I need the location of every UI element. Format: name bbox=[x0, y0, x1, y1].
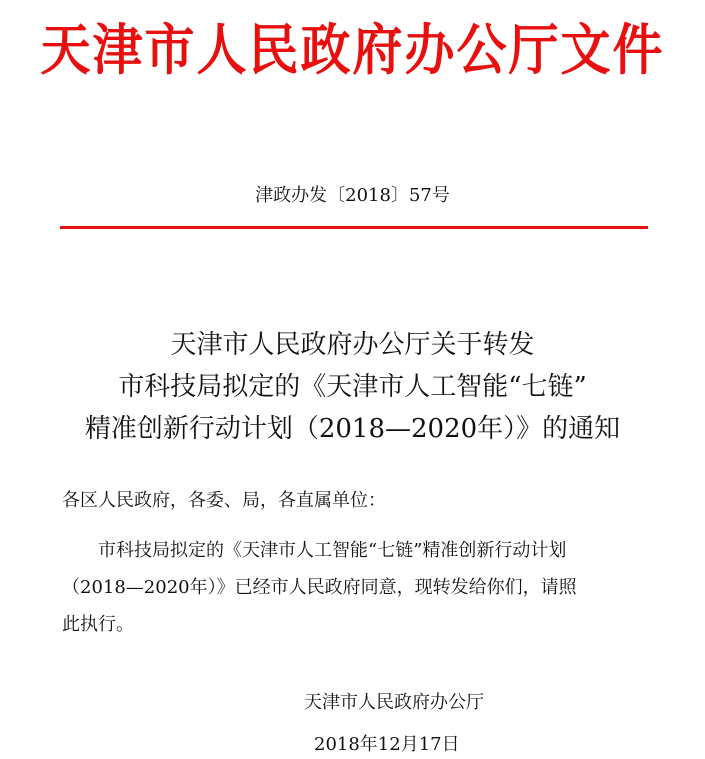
document-number: 津政办发〔2018〕57号 bbox=[255, 185, 450, 206]
document-header-title: 天津市人民政府办公厅文件 bbox=[40, 18, 665, 83]
issue-date: 2018年12月17日 bbox=[314, 734, 460, 755]
notice-title-line: 市科技局拟定的《天津市人工智能“七链” bbox=[118, 372, 587, 402]
notice-title-line: 精准创新行动计划（2018—2020年）》的通知 bbox=[84, 414, 621, 444]
notice-title-line: 天津市人民政府办公厅关于转发 bbox=[170, 330, 535, 360]
body-paragraph-line: 此执行。 bbox=[62, 614, 134, 635]
addressee-line: 各区人民政府，各委、局，各直属单位： bbox=[62, 490, 386, 511]
body-paragraph-line: （2018—2020年）》已经市人民政府同意，现转发给你们，请照 bbox=[62, 577, 577, 598]
issuer-signature: 天津市人民政府办公厅 bbox=[304, 692, 484, 713]
notice-title bbox=[0, 324, 705, 450]
red-divider-line bbox=[60, 226, 648, 229]
body-paragraph bbox=[62, 532, 662, 643]
body-paragraph-line: 市科技局拟定的《天津市人工智能“七链”精准创新行动计划 bbox=[98, 540, 567, 561]
